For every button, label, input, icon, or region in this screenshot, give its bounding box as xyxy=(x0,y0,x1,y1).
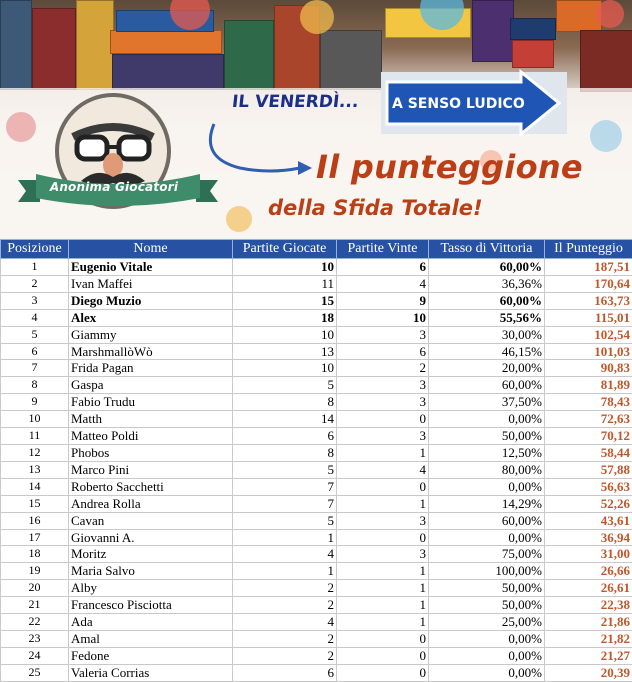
name-cell: Ada xyxy=(69,614,233,631)
win-rate-cell: 50,00% xyxy=(429,580,545,597)
win-rate-cell: 60,00% xyxy=(429,512,545,529)
won-cell: 1 xyxy=(337,444,429,461)
name-cell: Roberto Sacchetti xyxy=(69,478,233,495)
win-rate-cell: 60,00% xyxy=(429,259,545,276)
score-cell: 70,12 xyxy=(545,428,632,445)
table-row xyxy=(1,580,632,597)
win-rate-cell: 0,00% xyxy=(429,529,545,546)
win-rate-cell: 60,00% xyxy=(429,377,545,394)
header-banner xyxy=(0,0,632,239)
score-cell: 26,66 xyxy=(545,563,632,580)
name-cell: Giammy xyxy=(69,326,233,343)
page-subtitle: della Sfida Totale! xyxy=(268,196,483,220)
position-cell: 7 xyxy=(1,360,69,377)
name-cell: Matth xyxy=(69,411,233,428)
played-cell: 8 xyxy=(233,394,337,411)
won-cell: 3 xyxy=(337,326,429,343)
position-cell: 24 xyxy=(1,647,69,664)
position-cell: 16 xyxy=(1,512,69,529)
table-row xyxy=(1,428,632,445)
score-cell: 21,27 xyxy=(545,647,632,664)
name-cell: Frida Pagan xyxy=(69,360,233,377)
position-cell: 8 xyxy=(1,377,69,394)
win-rate-cell: 25,00% xyxy=(429,614,545,631)
played-cell: 6 xyxy=(233,664,337,681)
name-cell: Valeria Corrias xyxy=(69,664,233,681)
win-rate-cell: 0,00% xyxy=(429,647,545,664)
played-cell: 14 xyxy=(233,411,337,428)
table-row xyxy=(1,309,632,326)
header-score: Il Punteggio xyxy=(545,240,632,259)
score-cell: 78,43 xyxy=(545,394,632,411)
table-row xyxy=(1,259,632,276)
name-cell: Alby xyxy=(69,580,233,597)
score-cell: 36,94 xyxy=(545,529,632,546)
win-rate-cell: 0,00% xyxy=(429,630,545,647)
played-cell: 5 xyxy=(233,377,337,394)
name-cell: Andrea Rolla xyxy=(69,495,233,512)
table-row xyxy=(1,614,632,631)
score-cell: 101,03 xyxy=(545,343,632,360)
played-cell: 2 xyxy=(233,647,337,664)
sign-label: A SENSO LUDICO xyxy=(392,96,525,112)
win-rate-cell: 46,15% xyxy=(429,343,545,360)
won-cell: 4 xyxy=(337,275,429,292)
win-rate-cell: 60,00% xyxy=(429,292,545,309)
name-cell: Cavan xyxy=(69,512,233,529)
position-cell: 19 xyxy=(1,563,69,580)
position-cell: 14 xyxy=(1,478,69,495)
position-cell: 20 xyxy=(1,580,69,597)
venerdi-label: IL VENERDÌ... xyxy=(231,92,360,112)
position-cell: 10 xyxy=(1,411,69,428)
table-row xyxy=(1,664,632,681)
table-row xyxy=(1,275,632,292)
win-rate-cell: 50,00% xyxy=(429,428,545,445)
won-cell: 0 xyxy=(337,529,429,546)
name-cell: Francesco Pisciotta xyxy=(69,597,233,614)
table-row xyxy=(1,478,632,495)
position-cell: 23 xyxy=(1,630,69,647)
win-rate-cell: 100,00% xyxy=(429,563,545,580)
score-cell: 21,82 xyxy=(545,630,632,647)
played-cell: 15 xyxy=(233,292,337,309)
score-cell: 187,51 xyxy=(545,259,632,276)
win-rate-cell: 37,50% xyxy=(429,394,545,411)
position-cell: 6 xyxy=(1,343,69,360)
played-cell: 4 xyxy=(233,546,337,563)
score-cell: 90,83 xyxy=(545,360,632,377)
table-row xyxy=(1,597,632,614)
won-cell: 6 xyxy=(337,259,429,276)
name-cell: Fabio Trudu xyxy=(69,394,233,411)
score-cell: 72,63 xyxy=(545,411,632,428)
name-cell: Matteo Poldi xyxy=(69,428,233,445)
leaderboard-table xyxy=(0,239,632,682)
win-rate-cell: 36,36% xyxy=(429,275,545,292)
win-rate-cell: 0,00% xyxy=(429,411,545,428)
won-cell: 0 xyxy=(337,664,429,681)
played-cell: 7 xyxy=(233,495,337,512)
position-cell: 17 xyxy=(1,529,69,546)
win-rate-cell: 12,50% xyxy=(429,444,545,461)
position-cell: 2 xyxy=(1,275,69,292)
score-cell: 22,38 xyxy=(545,597,632,614)
win-rate-cell: 80,00% xyxy=(429,461,545,478)
won-cell: 0 xyxy=(337,630,429,647)
table-row xyxy=(1,647,632,664)
won-cell: 3 xyxy=(337,377,429,394)
position-cell: 13 xyxy=(1,461,69,478)
won-cell: 3 xyxy=(337,546,429,563)
played-cell: 5 xyxy=(233,461,337,478)
name-cell: Ivan Maffei xyxy=(69,275,233,292)
header-position: Posizione xyxy=(1,240,69,259)
position-cell: 22 xyxy=(1,614,69,631)
played-cell: 4 xyxy=(233,614,337,631)
won-cell: 10 xyxy=(337,309,429,326)
table-header-row xyxy=(1,240,632,259)
position-cell: 11 xyxy=(1,428,69,445)
score-cell: 58,44 xyxy=(545,444,632,461)
won-cell: 2 xyxy=(337,360,429,377)
name-cell: Amal xyxy=(69,630,233,647)
score-cell: 163,73 xyxy=(545,292,632,309)
won-cell: 1 xyxy=(337,614,429,631)
table-row xyxy=(1,512,632,529)
won-cell: 1 xyxy=(337,563,429,580)
win-rate-cell: 30,00% xyxy=(429,326,545,343)
played-cell: 1 xyxy=(233,563,337,580)
score-cell: 26,61 xyxy=(545,580,632,597)
name-cell: Fedone xyxy=(69,647,233,664)
name-cell: Phobos xyxy=(69,444,233,461)
played-cell: 10 xyxy=(233,259,337,276)
played-cell: 8 xyxy=(233,444,337,461)
played-cell: 6 xyxy=(233,428,337,445)
played-cell: 10 xyxy=(233,326,337,343)
name-cell: Gaspa xyxy=(69,377,233,394)
name-cell: Eugenio Vitale xyxy=(69,259,233,276)
played-cell: 1 xyxy=(233,529,337,546)
win-rate-cell: 0,00% xyxy=(429,478,545,495)
name-cell: Alex xyxy=(69,309,233,326)
won-cell: 0 xyxy=(337,411,429,428)
won-cell: 6 xyxy=(337,343,429,360)
table-row xyxy=(1,343,632,360)
table-row xyxy=(1,411,632,428)
won-cell: 4 xyxy=(337,461,429,478)
table-row xyxy=(1,360,632,377)
name-cell: Giovanni A. xyxy=(69,529,233,546)
table-row xyxy=(1,394,632,411)
header-won: Partite Vinte xyxy=(337,240,429,259)
score-cell: 57,88 xyxy=(545,461,632,478)
table-row xyxy=(1,377,632,394)
score-cell: 31,00 xyxy=(545,546,632,563)
position-cell: 25 xyxy=(1,664,69,681)
win-rate-cell: 20,00% xyxy=(429,360,545,377)
table-row xyxy=(1,546,632,563)
won-cell: 0 xyxy=(337,647,429,664)
score-cell: 20,39 xyxy=(545,664,632,681)
won-cell: 9 xyxy=(337,292,429,309)
score-cell: 43,61 xyxy=(545,512,632,529)
table-row xyxy=(1,292,632,309)
name-cell: Maria Salvo xyxy=(69,563,233,580)
score-cell: 170,64 xyxy=(545,275,632,292)
played-cell: 7 xyxy=(233,478,337,495)
table-row xyxy=(1,563,632,580)
name-cell: MarshmallòWò xyxy=(69,343,233,360)
page-title: Il punteggione xyxy=(316,148,583,186)
played-cell: 10 xyxy=(233,360,337,377)
played-cell: 5 xyxy=(233,512,337,529)
played-cell: 11 xyxy=(233,275,337,292)
played-cell: 2 xyxy=(233,580,337,597)
table-row xyxy=(1,630,632,647)
position-cell: 18 xyxy=(1,546,69,563)
table-row xyxy=(1,326,632,343)
played-cell: 2 xyxy=(233,630,337,647)
won-cell: 1 xyxy=(337,580,429,597)
win-rate-cell: 14,29% xyxy=(429,495,545,512)
played-cell: 13 xyxy=(233,343,337,360)
played-cell: 18 xyxy=(233,309,337,326)
win-rate-cell: 50,00% xyxy=(429,597,545,614)
score-cell: 52,26 xyxy=(545,495,632,512)
name-cell: Moritz xyxy=(69,546,233,563)
name-cell: Diego Muzio xyxy=(69,292,233,309)
table-row xyxy=(1,529,632,546)
position-cell: 12 xyxy=(1,444,69,461)
score-cell: 56,63 xyxy=(545,478,632,495)
score-cell: 102,54 xyxy=(545,326,632,343)
win-rate-cell: 0,00% xyxy=(429,664,545,681)
played-cell: 2 xyxy=(233,597,337,614)
position-cell: 5 xyxy=(1,326,69,343)
table-row xyxy=(1,444,632,461)
position-cell: 1 xyxy=(1,259,69,276)
score-cell: 21,86 xyxy=(545,614,632,631)
position-cell: 4 xyxy=(1,309,69,326)
score-cell: 81,89 xyxy=(545,377,632,394)
header-win-rate: Tasso di Vittoria xyxy=(429,240,545,259)
curved-arrow-icon xyxy=(200,118,320,188)
position-cell: 3 xyxy=(1,292,69,309)
won-cell: 3 xyxy=(337,428,429,445)
position-cell: 21 xyxy=(1,597,69,614)
won-cell: 1 xyxy=(337,495,429,512)
win-rate-cell: 55,56% xyxy=(429,309,545,326)
won-cell: 3 xyxy=(337,394,429,411)
won-cell: 3 xyxy=(337,512,429,529)
name-cell: Marco Pini xyxy=(69,461,233,478)
logo-text: Anonima Giocatori xyxy=(40,180,188,194)
won-cell: 0 xyxy=(337,478,429,495)
position-cell: 15 xyxy=(1,495,69,512)
header-played: Partite Giocate xyxy=(233,240,337,259)
table-row xyxy=(1,461,632,478)
table-row xyxy=(1,495,632,512)
position-cell: 9 xyxy=(1,394,69,411)
won-cell: 1 xyxy=(337,597,429,614)
win-rate-cell: 75,00% xyxy=(429,546,545,563)
header-name: Nome xyxy=(69,240,233,259)
score-cell: 115,01 xyxy=(545,309,632,326)
